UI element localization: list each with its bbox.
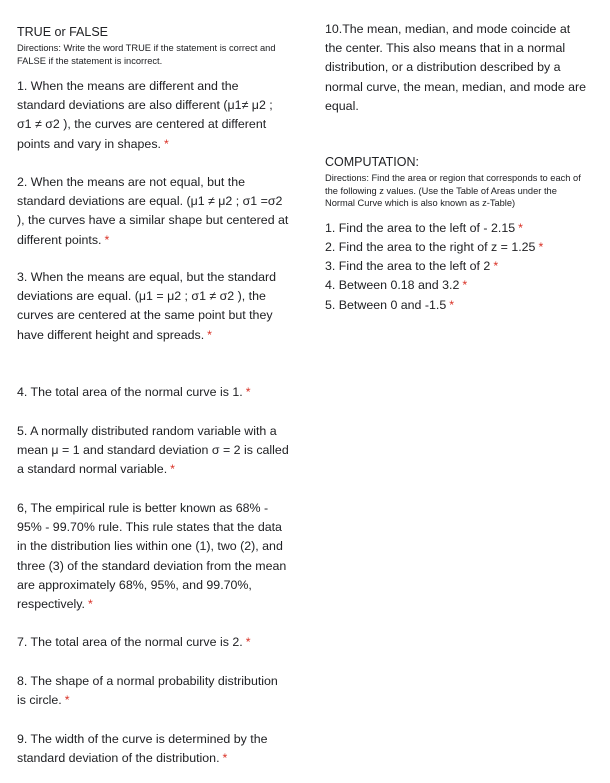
question-text: 10.The mean, median, and mode coincide at the center. This also means that in a normal distribution, or a distribution described by a normal curve, the mean, median, and mode are equal.: [325, 22, 587, 113]
question-1[interactable]: [17, 77, 289, 154]
required-mark: *: [538, 239, 544, 254]
question-text: 6, The empirical rule is better known as 68% - 95% - 99.70% rule. This rule states that the data in the distribution lies within one (1), two (2), and three (3) of the standard deviation from the mean are approximately 68%, 95%, and 99.70%, respectively.: [17, 501, 287, 612]
question-5[interactable]: [17, 422, 289, 480]
question-text: 8. The shape of a normal probability distribution is circle.: [17, 674, 278, 708]
required-mark: *: [245, 385, 251, 399]
required-mark: *: [245, 635, 251, 649]
computation-directions: Directions: Find the area or region that corresponds to each of the following z values. (Use the Table of Areas under the Normal Curve which is also known as z-Table): [325, 173, 581, 209]
required-mark: *: [170, 462, 175, 477]
required-mark: *: [207, 327, 212, 342]
question-8[interactable]: [17, 672, 289, 710]
computation-list: [325, 219, 587, 315]
question-2[interactable]: [17, 173, 289, 250]
required-mark: *: [104, 232, 110, 247]
required-mark: *: [462, 278, 468, 293]
required-mark: *: [222, 751, 228, 766]
computation-text: 4. Between 0.18 and 3.2: [325, 278, 460, 293]
required-mark: *: [518, 220, 523, 235]
question-text: 4. The total area of the normal curve is 1.: [17, 385, 243, 399]
required-mark: *: [493, 259, 499, 274]
computation-item-1[interactable]: [325, 219, 587, 238]
question-text: 9. The width of the curve is determined by the standard deviation of the distribution.: [17, 732, 268, 766]
question-text: 5. A normally distributed random variable with a mean μ = 1 and standard deviation σ = 2 is called a standard normal variable.: [17, 424, 289, 477]
question-7[interactable]: [17, 633, 289, 652]
question-text: 2. When the means are not equal, but the standard deviations are equal. (μ1 ≠ μ2 ; σ1 =σ2 ), the curves have a similar shape but centered at different points.: [17, 175, 289, 247]
computation-item-2[interactable]: [325, 238, 587, 257]
required-mark: *: [449, 297, 455, 312]
question-text: 7. The total area of the normal curve is 2.: [17, 635, 243, 649]
computation-item-5[interactable]: [325, 296, 587, 315]
question-10[interactable]: [325, 20, 587, 116]
true-false-title: TRUE or FALSE: [17, 25, 108, 39]
computation-section: [325, 154, 587, 315]
question-9[interactable]: [17, 730, 289, 768]
computation-text: 5. Between 0 and -1.5: [325, 297, 447, 312]
question-text: 1. When the means are different and the standard deviations are also different (μ1≠ μ2 ; σ1 ≠ σ2 ), the curves are centered at different points and vary in shapes.: [17, 79, 273, 151]
true-false-directions: Directions: Write the word TRUE if the statement is correct and FALSE if the statement is incorrect.: [17, 43, 276, 66]
question-text: 3. When the means are equal, but the standard deviations are equal. (μ1 = μ2 ; σ1 ≠ σ2 ), the curves are centered at the same point but they have different height and spreads.: [17, 270, 276, 342]
computation-item-4[interactable]: [325, 276, 587, 295]
required-mark: *: [87, 597, 93, 612]
true-false-column: [17, 0, 297, 766]
question-6[interactable]: [17, 499, 289, 614]
computation-title: COMPUTATION:: [325, 155, 419, 169]
computation-text: 3. Find the area to the left of 2: [325, 259, 491, 274]
computation-item-3[interactable]: [325, 257, 587, 276]
required-mark: *: [163, 136, 169, 151]
question-3[interactable]: [17, 268, 289, 345]
required-mark: *: [64, 693, 70, 708]
computation-text: 2. Find the area to the right of z = 1.25: [325, 239, 536, 254]
computation-text: 1. Find the area to the left of - 2.15: [325, 220, 516, 235]
question-4[interactable]: [17, 383, 289, 402]
